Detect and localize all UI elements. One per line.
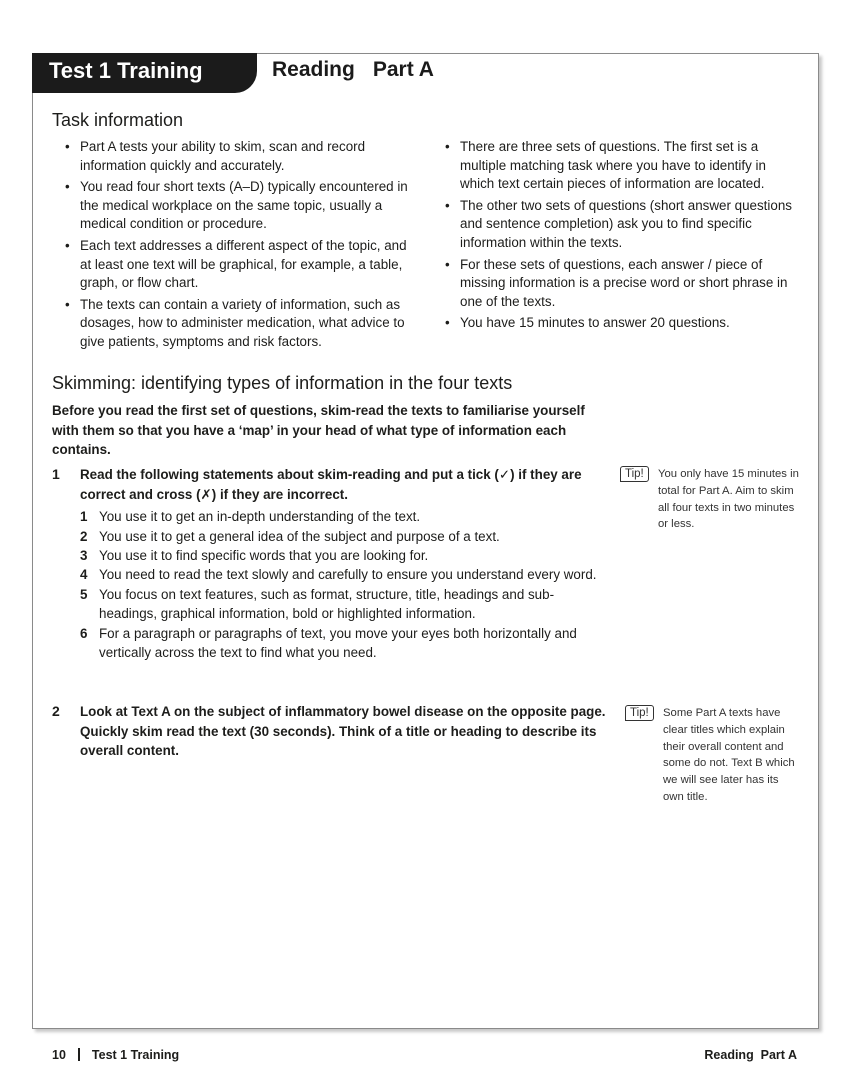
list-item: • You read four short texts (A–D) typically encountered in the medical workplace on the same topic, usually a medical condition or procedure. bbox=[65, 178, 420, 234]
item-number: 3 bbox=[80, 548, 88, 563]
item-text: You use it to find specific words that you are looking for. bbox=[99, 548, 429, 563]
question-text: Read the following statements about skim-reading and put a tick (✓) if they are correct and cross (✗) if they are incorrect. bbox=[80, 467, 582, 502]
list-item: • There are three sets of questions. The first set is a multiple matching task where you have to identify in which text certain pieces of information are located. bbox=[445, 138, 800, 194]
tip-text: You only have 15 minutes in total for Part A. Aim to skim all four texts in two minutes or less. bbox=[658, 468, 799, 531]
item-text: For a paragraph or paragraphs of text, you move your eyes both horizontally and vertically across the text to find what you need. bbox=[99, 625, 577, 661]
skimming-intro: Before you read the first set of questions, skim-read the texts to familiarise yourself with them so that you have a ‘map’ in your head of what type of information each contains. bbox=[52, 403, 585, 458]
list-item: • Part A tests your ability to skim, scan and record information quickly and accurately. bbox=[65, 138, 420, 175]
tip-box bbox=[620, 466, 800, 533]
tip-badge: Tip! bbox=[625, 705, 654, 721]
task-info-left-list bbox=[65, 138, 420, 355]
list-item bbox=[80, 624, 607, 663]
item-number: 2 bbox=[80, 528, 88, 544]
question-number: 2 bbox=[52, 703, 60, 719]
part-name: Part A bbox=[372, 58, 434, 81]
list-item: • Each text addresses a different aspect of the topic, and at least one text will be graphical, for example, a table, graph, or flow chart. bbox=[65, 237, 420, 293]
list-item bbox=[80, 585, 607, 624]
list-item: • The other two sets of questions (short answer questions and sentence completion) ask you to find specific information within the texts. bbox=[445, 197, 800, 253]
skimming-heading: Skimming: identifying types of information in the four texts bbox=[52, 373, 513, 393]
list-item bbox=[80, 527, 607, 546]
task-info-right-list bbox=[445, 138, 800, 336]
tip-text: Some Part A texts have clear titles which explain their overall content and some do not. Text B which we will see later has its own title. bbox=[663, 707, 795, 803]
statement-list bbox=[80, 507, 607, 662]
page-number: 10 bbox=[52, 1048, 66, 1062]
list-item bbox=[80, 546, 607, 565]
tip-box bbox=[625, 705, 800, 806]
question-text: Look at Text A on the subject of inflammatory bowel disease on the opposite page. Quickly skim read the text (30 seconds). Think of a title or heading to describe its overall content. bbox=[80, 704, 606, 759]
list-item: • The texts can contain a variety of information, such as dosages, how to administer medication, what advice to give patients, symptoms and risk factors. bbox=[65, 296, 420, 352]
page-title: Test 1 Training bbox=[49, 58, 203, 83]
list-item: • You have 15 minutes to answer 20 questions. bbox=[445, 314, 800, 333]
item-text: You use it to get a general idea of the subject and purpose of a text. bbox=[99, 528, 500, 544]
footer-left bbox=[52, 1048, 179, 1062]
task-information-heading: Task information bbox=[52, 110, 184, 130]
item-text: You need to read the text slowly and carefully to ensure you understand every word. bbox=[99, 567, 597, 583]
footer-right-title: Reading Part A bbox=[704, 1048, 797, 1062]
question-2 bbox=[52, 702, 607, 761]
section-title bbox=[272, 58, 452, 82]
footer-left-title: Test 1 Training bbox=[91, 1048, 180, 1062]
list-item bbox=[80, 565, 607, 584]
item-number: 1 bbox=[80, 509, 88, 525]
item-number: 6 bbox=[80, 625, 88, 641]
list-item: • For these sets of questions, each answer / piece of missing information is a precise word or short phrase in one of the texts. bbox=[445, 256, 800, 312]
page-title-tab bbox=[32, 53, 257, 93]
item-text: You focus on text features, such as format, structure, title, headings and sub-headings, graphical information, bold or highlighted information. bbox=[99, 586, 555, 622]
list-item bbox=[80, 507, 607, 526]
question-1 bbox=[52, 465, 607, 662]
tip-badge: Tip! bbox=[620, 466, 649, 482]
item-text: You use it to get an in-depth understanding of the text. bbox=[99, 509, 421, 525]
item-number: 4 bbox=[80, 567, 88, 583]
item-number: 5 bbox=[80, 586, 88, 602]
footer-divider bbox=[78, 1048, 80, 1061]
question-number: 1 bbox=[52, 466, 60, 482]
section-name: Reading bbox=[272, 58, 355, 81]
